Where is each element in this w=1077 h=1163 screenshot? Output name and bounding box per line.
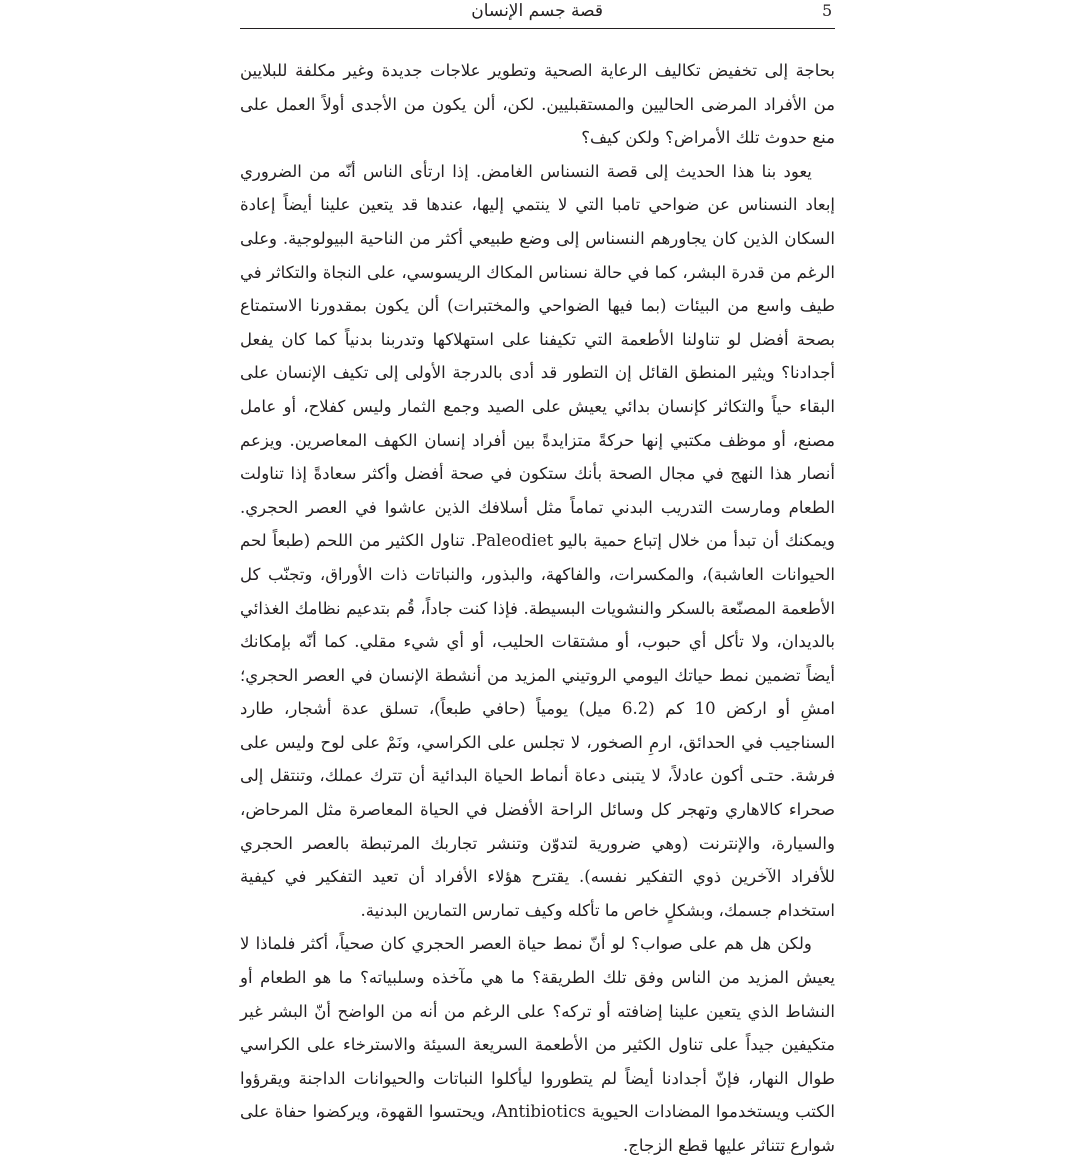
paragraph-2: يعود بنا هذا الحديث إلى قصة النسناس الغامض. إذا ارتأى الناس أنّه من الضروري إبعاد النسناس عن ضواحي تامبا التي لا ينتمي إليها، عندها قد يتعين علينا أيضاً إعادة السكان الذين كان يجاورهم النسناس إلى وضع طبيعي أكثر من الناحية البيولوجية. وعلى الرغم من قدرة البشر، كما في حالة نسناس المكاك الريسوسي، على النجاة والتكاثر في طيف واسع من البيئات (بما فيها الضواحي والمختبرات) ألن يكون بمقدورنا الاستمتاع بصحة أفضل لو تناولنا الأطعمة التي تكيفنا على استهلاكها وتدربنا بدنياً كما كان يفعل أجدادنا؟ ويثير المنطق القائل إن التطور قد أدى بالدرجة الأولى إلى تكيف الإنسان على البقاء حياً والتكاثر كإنسان بدائي يعيش على الصيد وجمع الثمار وليس كفلاح، أو عامل مصنع، أو موظف مكتبي إنها حركةً متزايدةً بين أفراد إنسان الكهف المعاصرين. ويزعم أنصار هذا النهج في مجال الصحة بأنك ستكون في صحة أفضل وأكثر سعادةً إذا تناولت الطعام ومارست التدريب البدني تماماً مثل أسلافك الذين عاشوا في العصر الحجري. ويمكنك أن تبدأ من خلال إتباع حمية باليو Paleodiet. تناول الكثير من اللحم (طبعاً لحم الحيوانات العاشبة)، والمكسرات، والفاكهة، والبذور، والنباتات ذات الأوراق، وتجنّب كل الأطعمة المصنّعة بالسكر والنشويات البسيطة. فإذا كنت جاداً، قُم بتدعيم نظامك الغذائي بالديدان، ولا تأكل أي حبوب، أو مشتقات الحليب، أو أي شيء مقلي. كما أنّه بإمكانك أيضاً تضمين نمط حياتك اليومي الروتيني المزيد من أنشطة الإنسان في العصر الحجري؛ امشِ أو اركض 10 كم (6.2 ميل) يومياً (حافي طبعاً)، تسلق عدة أشجار، طارد السناجيب في الحدائق، ارمِ الصخور، لا تجلس على الكراسي، ونَمْ على لوح وليس على فرشة. حتـى أكون عادلاً، لا يتبنى دعاة أنماط الحياة البدائية أن تترك عملك، وتنتقل إلى صحراء كالاهاري وتهجر كل وسائل الراحة الأفضل في الحياة المعاصرة مثل المرحاض، والسيارة، والإنترنت (وهي ضرورية لتدوّن وتنشر تجاربك المرتبطة بالعصر الحجري للأفراد الآخرين ذوي التفكير نفسه). يقترح هؤلاء الأفراد أن تعيد التفكير في كيفية استخدام جسمك، وبشكلٍ خاص ما تأكله وكيف تمارس التمارين البدنية. bbox=[240, 161, 835, 920]
paragraph-3: ولكن هل هم على صواب؟ لو أنّ نمط حياة العصر الحجري كان صحياً، أكثر فلماذا لا يعيش المزيد من الناس وفق تلك الطريقة؟ ما هي مآخذه وسلبياته؟ ما هو الطعام أو النشاط الذي يتعين علينا إضافته أو تركه؟ على الرغم من أنه من الواضح أنّ البشر غير متكيفين جيداً على تناول الكثير من الأطعمة السريعة السيئة والاسترخاء على الكراسي طوال النهار، فإنّ أجدادنا أيضاً لم يتطوروا ليأكلوا النباتات والحيوانات الداجنة ويقرؤوا الكتب ويستخدموا المضادات الحيوية Antibiotics، ويحتسوا القهوة، ويركضوا حفاة على شوارع تتناثر عليها قطع الزجاج. bbox=[240, 934, 836, 1155]
page-number: 5 bbox=[822, 1, 833, 20]
paragraph-1: بحاجة إلى تخفيض تكاليف الرعاية الصحية وتطوير علاجات جديدة وغير مكلفة للبلايين من الأفراد المرضى الحاليين والمستقبليين. لكن، ألن يكون من الأجدى أولاً العمل على منع حدوث تلك الأمراض؟ ولكن كيف؟ bbox=[240, 61, 835, 148]
running-header bbox=[240, 0, 835, 29]
body-text bbox=[240, 54, 835, 1163]
book-title: قصة جسم الإنسان bbox=[471, 1, 603, 21]
